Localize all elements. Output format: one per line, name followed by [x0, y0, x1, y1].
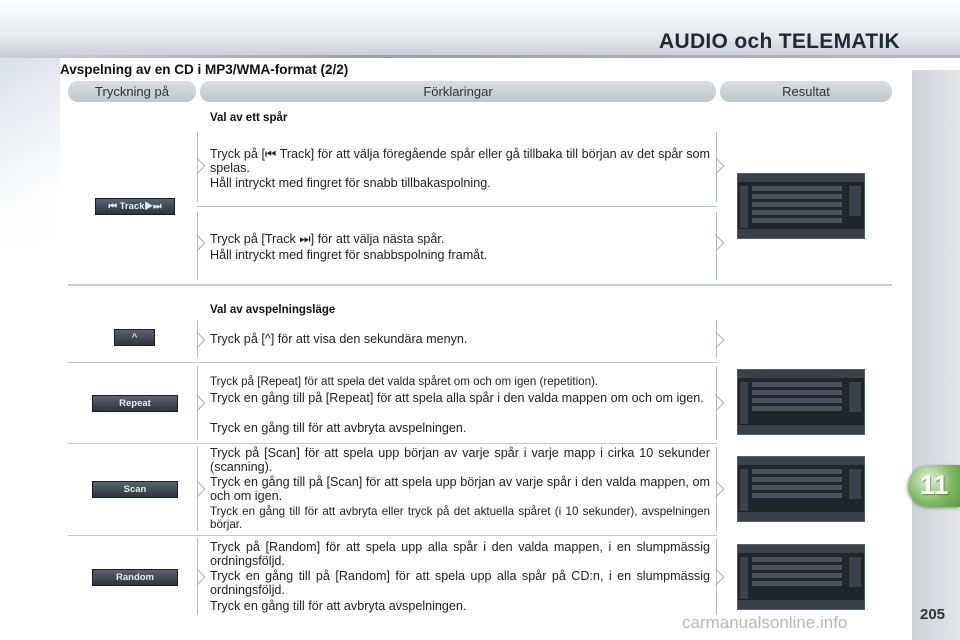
- track-heading: Val av ett spår: [210, 112, 288, 124]
- track-prev-hold-text: Håll intryckt med fingret för snabb tillbakaspolning.: [210, 176, 491, 190]
- scan-text-2: Tryck en gång till på [Scan] för att spela upp början av varje spår i den valda mappen, om och om igen.: [210, 475, 710, 503]
- track-next-hold-text: Håll intryckt med fingret för snabbspolning framåt.: [210, 248, 488, 262]
- track-next-right-chevron: [708, 235, 725, 252]
- track-next-left-chevron: [189, 235, 206, 252]
- scan-right-chevron: [708, 481, 725, 498]
- mode-heading: Val av avspelningsläge: [210, 304, 336, 316]
- result-screen-scan: [737, 456, 865, 522]
- repeat-text-1: Tryck på [Repeat] för att spela det valda spåret om och om igen (repetition).: [210, 375, 599, 388]
- secondary-right-chevron: [708, 332, 725, 349]
- column-header-explanations: Förklaringar: [200, 81, 716, 102]
- scan-button[interactable]: Scan: [92, 481, 178, 498]
- right-margin-strip: [912, 70, 960, 640]
- random-left-chevron: [189, 569, 206, 586]
- secondary-left-chevron: [189, 332, 206, 349]
- random-text-3: Tryck en gång till för att avbryta avspelningen.: [210, 599, 467, 613]
- column-header-result: Resultat: [720, 81, 892, 102]
- result-screen-random: [737, 544, 865, 610]
- track-prev-right-chevron: [708, 158, 725, 175]
- decorative-swoosh: [0, 58, 60, 248]
- random-divider: [68, 535, 717, 536]
- random-right-chevron: [708, 569, 725, 586]
- repeat-text-2: Tryck en gång till på [Repeat] för att spela alla spår i den valda mappen om och om igen.: [210, 391, 704, 405]
- scan-text-1: Tryck på [Scan] för att spela upp början av varje spår i varje mapp i cirka 10 sekunder (scanning).: [210, 446, 710, 474]
- random-button[interactable]: Random: [92, 569, 178, 586]
- chapter-tab[interactable]: [908, 465, 960, 507]
- random-text-2: Tryck en gång till på [Random] för att spela upp alla spår på CD:n, i en slumpmässig ordningsföljd.: [210, 569, 710, 597]
- repeat-left-chevron: [189, 395, 206, 412]
- scan-divider: [68, 443, 717, 444]
- repeat-right-chevron: [708, 395, 725, 412]
- page-number: 205: [920, 606, 946, 623]
- track-divider: [197, 206, 717, 207]
- scan-text-3: Tryck en gång till för att avbryta eller tryck på det aktuella spåret (i 10 sekunder), avspelningen börjar.: [210, 505, 710, 531]
- group-divider: [68, 284, 892, 286]
- result-screen-track: [737, 173, 865, 239]
- track-button[interactable]: ⏮ Track▶⏭: [95, 198, 175, 215]
- result-screen-repeat: [737, 369, 865, 435]
- scan-left-chevron: [189, 481, 206, 498]
- repeat-button[interactable]: Repeat: [92, 395, 178, 412]
- chapter-number: 11: [920, 470, 949, 500]
- repeat-divider: [68, 362, 717, 363]
- chapter-title: AUDIO och TELEMATIK: [659, 30, 900, 53]
- track-next-text: Tryck på [Track ⏭] för att välja nästa spår.: [210, 232, 445, 246]
- secondary-menu-button[interactable]: ^: [114, 329, 155, 346]
- secondary-text: Tryck på [^] för att visa den sekundära menyn.: [210, 332, 468, 346]
- section-title: Avspelning av en CD i MP3/WMA-format (2/2): [60, 62, 349, 77]
- column-header-press: Tryckning på: [68, 81, 196, 102]
- repeat-text-3: Tryck en gång till för att avbryta avspelningen.: [210, 421, 467, 435]
- track-prev-text: Tryck på [⏮ Track] för att välja föregående spår eller gå tillbaka till början av det spår som spelas.: [210, 147, 710, 175]
- random-text-1: Tryck på [Random] för att spela upp alla spår i den valda mappen, i en slumpmässig ordningsföljd.: [210, 540, 710, 568]
- track-prev-left-chevron: [189, 158, 206, 175]
- watermark: carmanualsonline.info: [682, 613, 848, 632]
